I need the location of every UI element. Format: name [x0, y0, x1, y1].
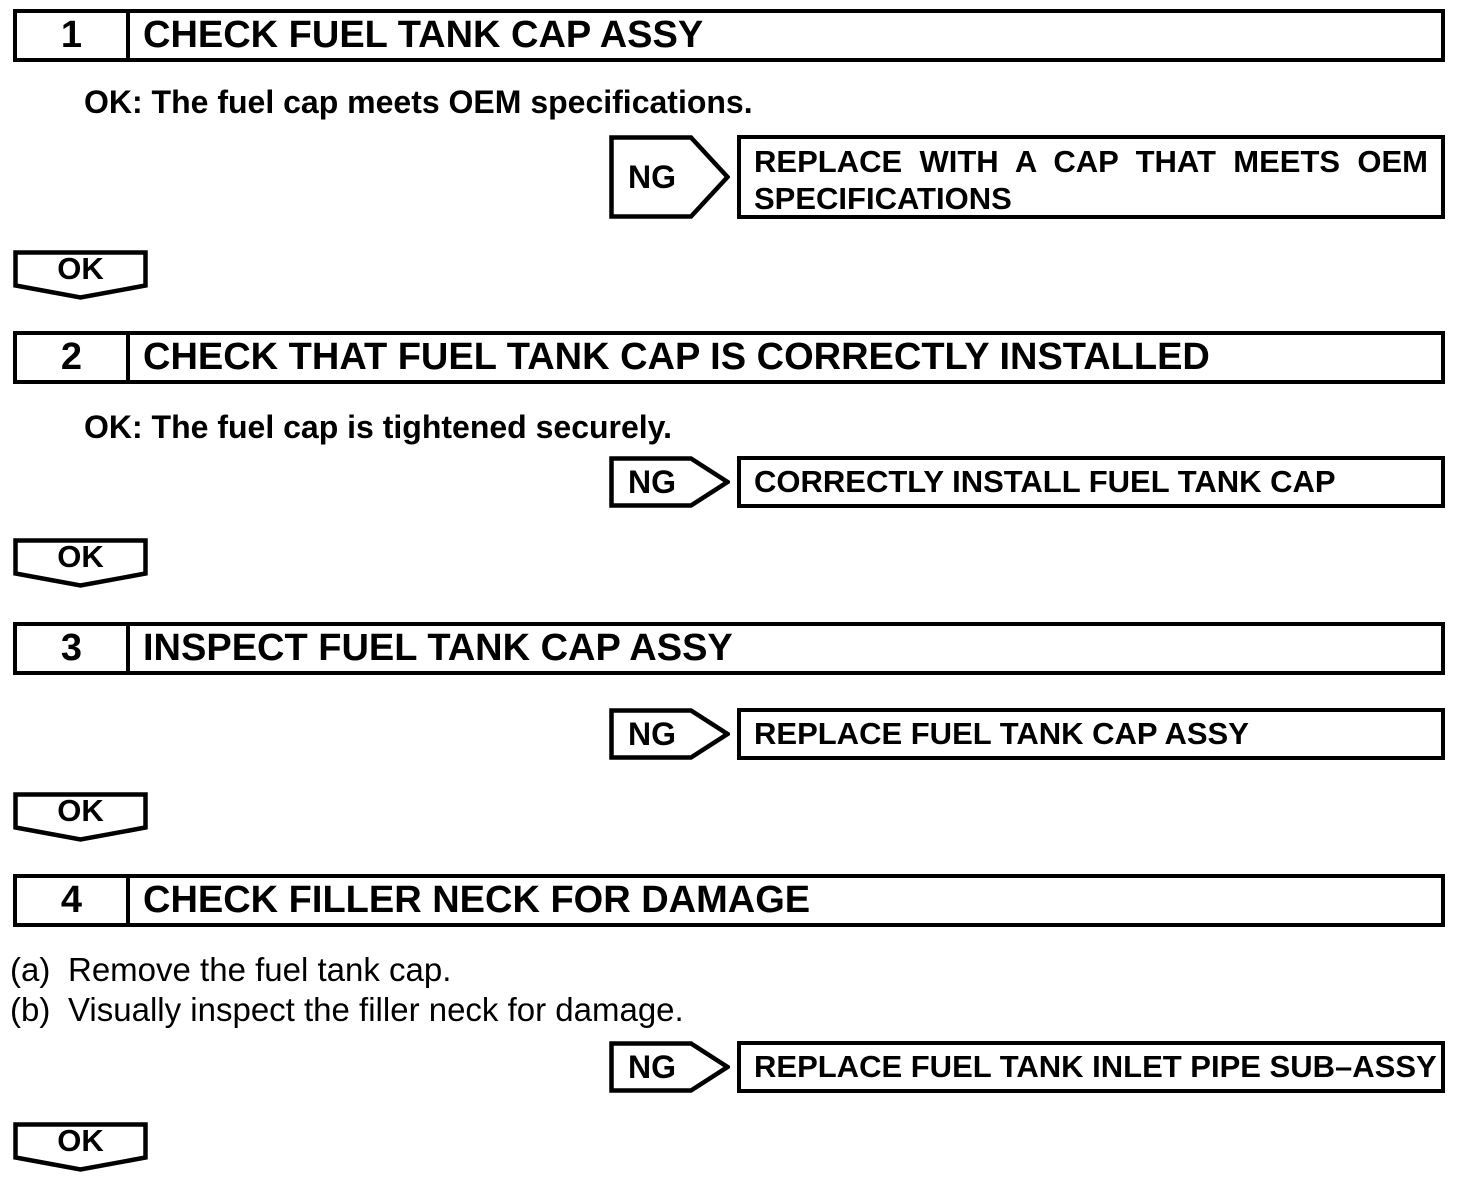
- step-1-ng-result-box: [737, 135, 1445, 219]
- step-4-number: 4: [17, 878, 130, 923]
- step-4-ng-callout: [609, 1041, 1445, 1093]
- step-3-ng-result-box: [737, 708, 1445, 760]
- step-1-ok-connector-label: OK: [57, 250, 104, 286]
- step-2-ng-callout: [609, 456, 1445, 508]
- step-3-header: [13, 622, 1445, 675]
- step-1-ok-connector: [13, 250, 148, 300]
- step-1-ng-result-line-1: REPLACE WITH A CAP THAT MEETS OEM: [754, 144, 1428, 179]
- step-2-title: CHECK THAT FUEL TANK CAP IS CORRECTLY INSTALLED: [143, 336, 1210, 378]
- substep-a-text: Remove the fuel tank cap.: [68, 951, 452, 988]
- step-1-title: CHECK FUEL TANK CAP ASSY: [143, 14, 704, 56]
- step-1-header: [13, 9, 1445, 62]
- step-1-number: 1: [17, 13, 130, 58]
- step-2-number: 2: [17, 335, 130, 380]
- step-1-ng-result-line-2: SPECIFICATIONS: [754, 181, 1012, 216]
- step-2-ng-result-box: [737, 456, 1445, 508]
- step-1-ng-callout: [609, 135, 1445, 219]
- step-2-ok-connector: [13, 538, 148, 588]
- step-4-substep-b: [10, 991, 684, 1029]
- step-3-title: INSPECT FUEL TANK CAP ASSY: [143, 627, 733, 669]
- step-3-ng-result-line-1: REPLACE FUEL TANK CAP ASSY: [754, 716, 1249, 751]
- step-2-ng-result-line-1: CORRECTLY INSTALL FUEL TANK CAP: [754, 464, 1336, 499]
- step-4-ok-connector-label: OK: [57, 1122, 104, 1158]
- step-3-ok-connector: [13, 792, 148, 842]
- step-4-ng-result-box: [737, 1041, 1445, 1093]
- substep-a-label: (a): [10, 951, 51, 988]
- step-3-ng-callout: [609, 708, 1445, 760]
- step-4-header: [13, 874, 1445, 927]
- step-3-number: 3: [17, 626, 130, 671]
- step-2-ok-connector-label: OK: [57, 538, 104, 574]
- step-1-ng-label: NG: [628, 158, 676, 195]
- step-2-ok-condition: OK: The fuel cap is tightened securely.: [84, 409, 672, 445]
- step-4-ng-result-line-1: REPLACE FUEL TANK INLET PIPE SUB–ASSY: [754, 1049, 1437, 1084]
- step-2-ng-label: NG: [628, 463, 676, 500]
- step-4-ok-connector: [13, 1122, 148, 1172]
- step-4-substep-a: [10, 951, 451, 989]
- step-4-ng-label: NG: [628, 1048, 676, 1085]
- substep-b-text: Visually inspect the filler neck for damage.: [68, 991, 684, 1028]
- step-3-ng-label: NG: [628, 715, 676, 752]
- step-2-header: [13, 331, 1445, 384]
- substep-b-label: (b): [10, 991, 51, 1028]
- step-1-ok-condition: OK: The fuel cap meets OEM specifications.: [84, 84, 753, 120]
- step-3-ok-connector-label: OK: [57, 792, 104, 828]
- step-4-title: CHECK FILLER NECK FOR DAMAGE: [143, 879, 811, 921]
